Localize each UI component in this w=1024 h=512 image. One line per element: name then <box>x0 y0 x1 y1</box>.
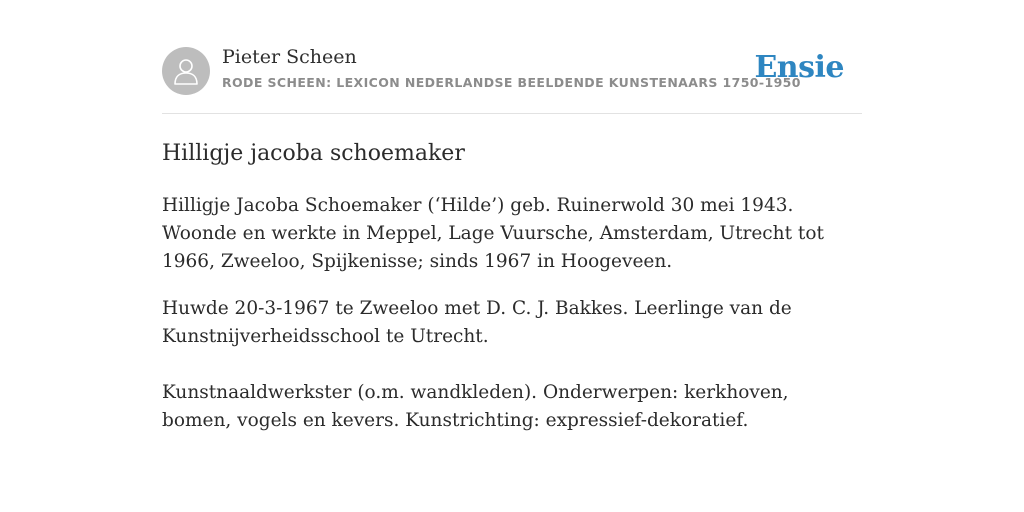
article-title: Hilligje jacoba schoemaker <box>162 141 465 166</box>
article-header <box>162 44 862 114</box>
author-avatar[interactable] <box>162 47 210 95</box>
ensie-logo[interactable]: Ensie <box>754 50 844 85</box>
user-icon <box>172 56 200 86</box>
article-card <box>162 44 862 435</box>
source-title[interactable]: RODE SCHEEN: LEXICON NEDERLANDSE BEELDENDE KUNSTENAARS 1750-1950 <box>222 75 801 90</box>
article-paragraph: Huwde 20-3-1967 te Zweeloo met D. C. J. Bakkes. Leerlinge van de Kunstnijverheidsschool te Utrecht. <box>162 298 792 347</box>
author-name[interactable]: Pieter Scheen <box>222 46 357 68</box>
article-paragraph: Kunstnaaldwerkster (o.m. wandkleden). Onderwerpen: kerkhoven, bomen, vogels en kevers. Kunstrichting: expressief-dekoratief. <box>162 382 789 431</box>
article-paragraph: Hilligje Jacoba Schoemaker (‘Hilde’) geb. Ruinerwold 30 mei 1943. Woonde en werkte in Meppel, Lage Vuursche, Amsterdam, Utrecht tot 1966, Zweeloo, Spijkenisse; sinds 1967 in Hoogeveen. <box>162 195 824 272</box>
